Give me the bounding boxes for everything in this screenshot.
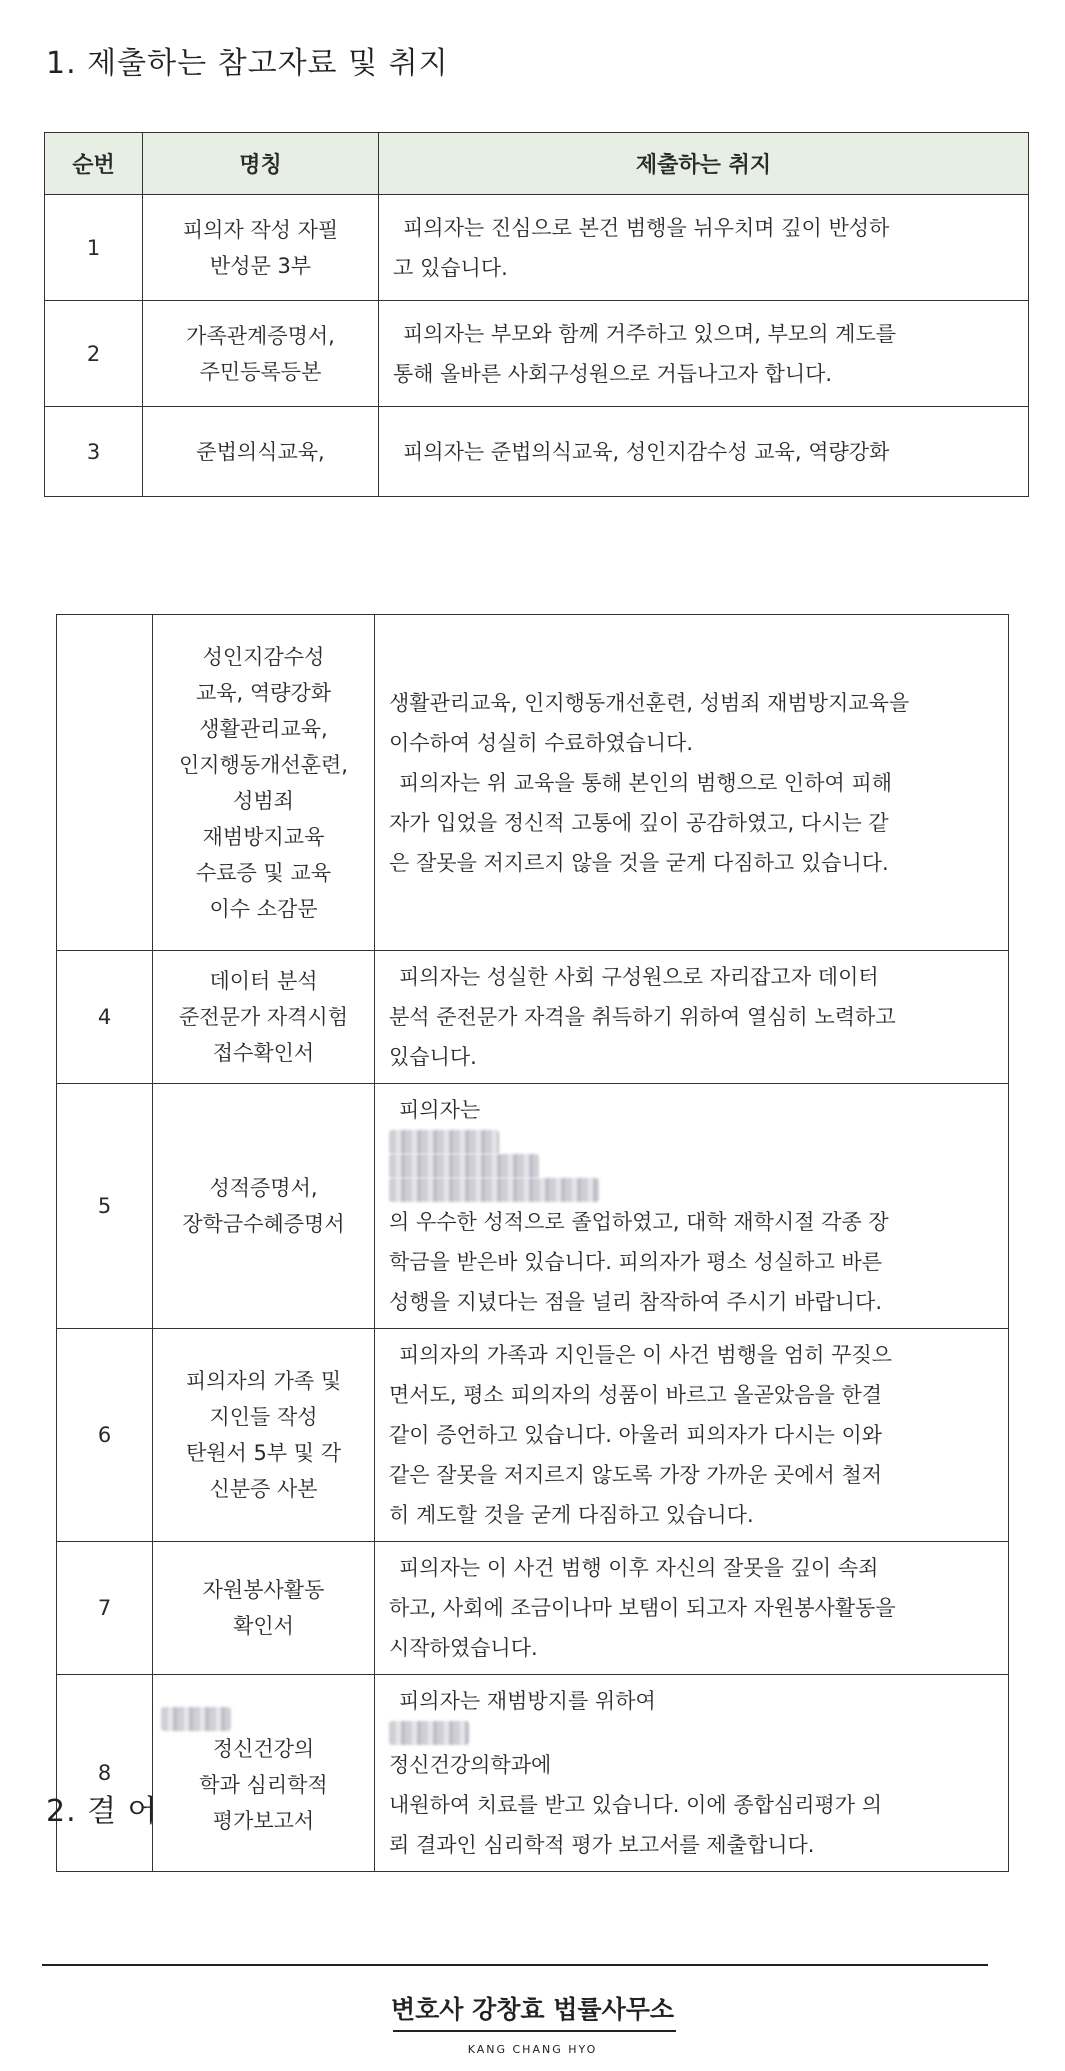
- reference-table-part2: [56, 614, 1009, 1872]
- row-name: 정신건강의 학과 심리학적 평가보고서: [153, 1675, 375, 1872]
- row-purpose: 피의자는 부모와 함께 거주하고 있으며, 부모의 계도를 통해 올바른 사회구성원으로 거듭나고자 합니다.: [379, 301, 1029, 407]
- header-num: 순번: [45, 133, 143, 195]
- row-num: [57, 615, 153, 951]
- row-name: 성적증명서, 장학금수혜증명서: [153, 1084, 375, 1329]
- row-purpose: 피의자는 준법의식교육, 성인지감수성 교육, 역량강화: [379, 407, 1029, 497]
- table-row: [57, 1084, 1009, 1329]
- table-row: [45, 195, 1029, 301]
- table-row: [57, 1329, 1009, 1542]
- row-num: 8: [57, 1675, 153, 1872]
- footer-divider: [42, 1964, 988, 1966]
- table-row: [57, 615, 1009, 951]
- row-name: 피의자 작성 자필 반성문 3부: [143, 195, 379, 301]
- row-num: 2: [45, 301, 143, 407]
- row-purpose: 피의자는 이 사건 범행 이후 자신의 잘못을 깊이 속죄 하고, 사회에 조금이나마 보탬이 되고자 자원봉사활동을 시작하였습니다.: [375, 1542, 1009, 1675]
- redacted-text: [161, 1707, 231, 1731]
- law-firm-underline: [393, 2030, 676, 2032]
- header-name: 명칭: [143, 133, 379, 195]
- row-num: 5: [57, 1084, 153, 1329]
- section-1-title: 1. 제출하는 참고자료 및 취지: [46, 46, 449, 81]
- row-name: 자원봉사활동 확인서: [153, 1542, 375, 1675]
- law-firm-name: 변호사 강창효 법률사무소: [390, 1995, 675, 2024]
- row-num: 1: [45, 195, 143, 301]
- redacted-text: [389, 1130, 499, 1154]
- row-purpose: 피의자의 가족과 지인들은 이 사건 범행을 엄히 꾸짖으 면서도, 평소 피의자의 성품이 바르고 올곧았음을 한결 같이 증언하고 있습니다. 아울러 피의자가 다시는 이와 같은 잘못을 저지르지 않도록 가장 가까운 곳에서 철저 히 계도할 것을 굳게 다짐하고 있습니다.: [375, 1329, 1009, 1542]
- header-purpose: 제출하는 취지: [379, 133, 1029, 195]
- row-num: 6: [57, 1329, 153, 1542]
- row-num: 7: [57, 1542, 153, 1675]
- row-name: 성인지감수성 교육, 역량강화 생활관리교육, 인지행동개선훈련, 성범죄 재범방지교육 수료증 및 교육 이수 소감문: [153, 615, 375, 951]
- row-name: 가족관계증명서, 주민등록등본: [143, 301, 379, 407]
- row-num: 4: [57, 951, 153, 1084]
- table-row: [57, 951, 1009, 1084]
- law-firm-english-name: KANG CHANG HYO: [467, 2043, 598, 2056]
- table-header-row: [45, 133, 1029, 195]
- row-name: 피의자의 가족 및 지인들 작성 탄원서 5부 및 각 신분증 사본: [153, 1329, 375, 1542]
- row-purpose: 생활관리교육, 인지행동개선훈련, 성범죄 재범방지교육을 이수하여 성실히 수료하였습니다. 피의자는 위 교육을 통해 본인의 범행으로 인하여 피해 자가 입었을 정신적 고통에 깊이 공감하였고, 다시는 같 은 잘못을 저지르지 않을 것을 굳게 다짐하고 있습니다.: [375, 615, 1009, 951]
- row-name: 준법의식교육,: [143, 407, 379, 497]
- row-purpose: 피의자는 성실한 사회 구성원으로 자리잡고자 데이터 분석 준전문가 자격을 취득하기 위하여 열심히 노력하고 있습니다.: [375, 951, 1009, 1084]
- row-name: 데이터 분석 준전문가 자격시험 접수확인서: [153, 951, 375, 1084]
- reference-table-part1: [44, 132, 1029, 497]
- table-row: [57, 1542, 1009, 1675]
- section-2-title: 2. 결 어: [46, 1794, 158, 1829]
- row-purpose: 피의자는 재범방지를 위하여 정신건강의학과에 내원하여 치료를 받고 있습니다. 이에 종합심리평가 의 뢰 결과인 심리학적 평가 보고서를 제출합니다.: [375, 1675, 1009, 1872]
- row-num: 3: [45, 407, 143, 497]
- table-row: [45, 301, 1029, 407]
- table-row: [45, 407, 1029, 497]
- redacted-text: [389, 1154, 539, 1178]
- row-purpose: 피의자는 진심으로 본건 범행을 뉘우치며 깊이 반성하 고 있습니다.: [379, 195, 1029, 301]
- redacted-text: [389, 1721, 469, 1745]
- row-purpose: 피의자는 의 우수한 성적으로 졸업하였고, 대학 재학시절 각종 장 학금을 받은바 있습니다. 피의자가 평소 성실하고 바른 성행을 지녔다는 점을 널리 참작하여 주시기 바랍니다.: [375, 1084, 1009, 1329]
- redacted-text: [389, 1178, 599, 1202]
- table-row: [57, 1675, 1009, 1872]
